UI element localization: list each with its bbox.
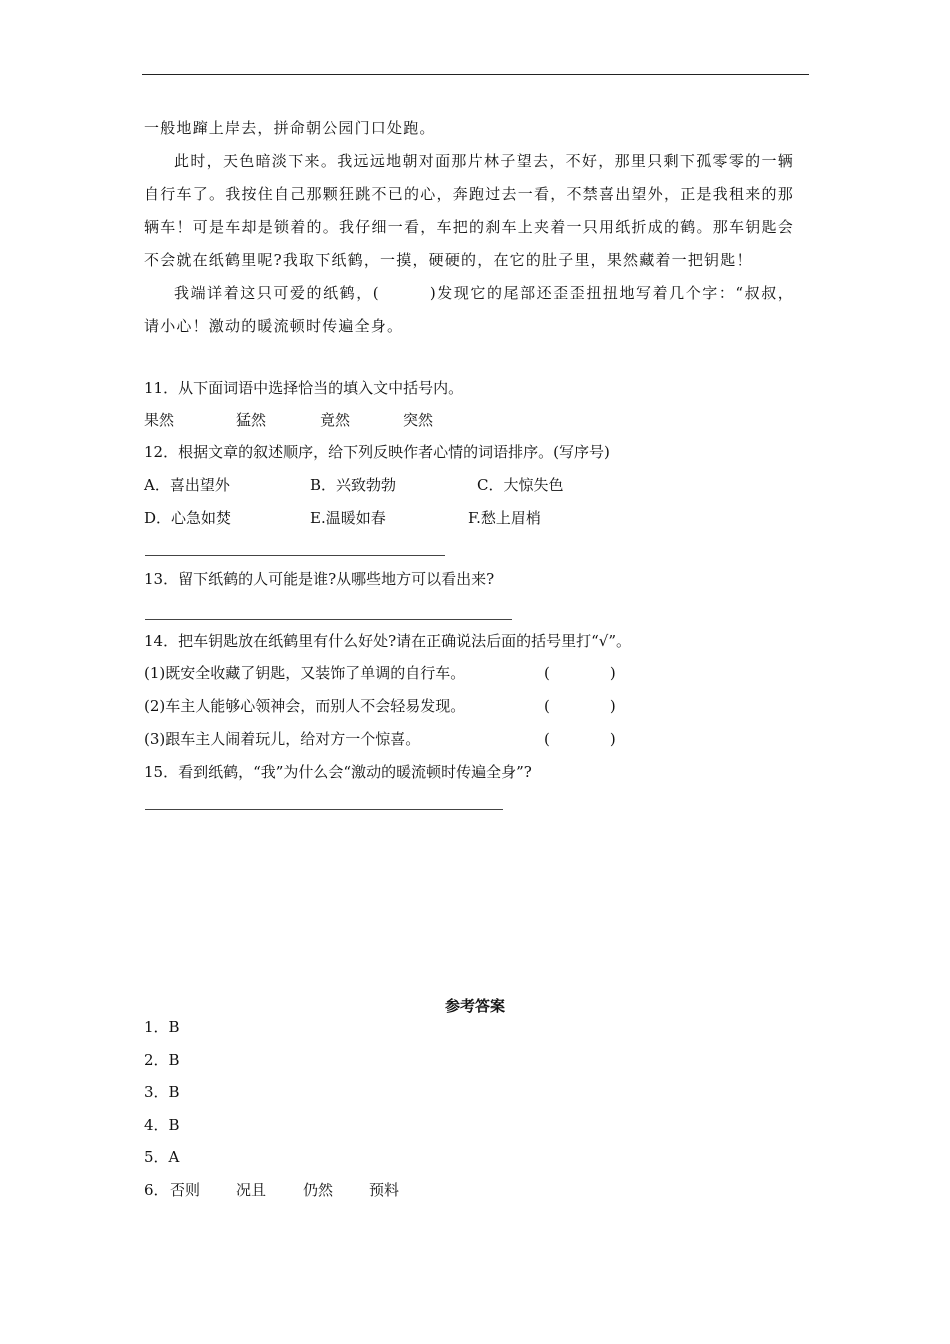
word-choice: 竟然 xyxy=(320,411,351,429)
passage-paragraph-2: 此时，天色暗淡下来。我远远地朝对面那片林子望去，不好，那里只剩下孤零零的一辆自行车了。我按住自己那颗狂跳不已的心，奔跑过去一看，不禁喜出望外，正是我租来的那辆车！可是车却是锁着的。我仔细一看，车把的刹车上夹着一只用纸折成的鹤。那车钥匙会不会就在纸鹤里呢?我取下纸鹤，一摸，硬硬的，在它的肚子里，果然藏着一把钥匙！ xyxy=(144,152,794,269)
answer-word: 否则 xyxy=(170,1181,201,1199)
answer-parentheses: ( ) xyxy=(544,697,616,715)
question-13: 13．留下纸鹤的人可能是谁?从哪些地方可以看出来? xyxy=(144,570,495,588)
q14-item-text: (3)跟车主人闹着玩儿，给对方一个惊喜。 xyxy=(144,730,421,748)
q14-item-text: (1)既安全收藏了钥匙，又装饰了单调的自行车。 xyxy=(144,664,466,682)
q13-answer-line xyxy=(145,619,512,620)
question-14: 14．把车钥匙放在纸鹤里有什么好处?请在正确说法后面的括号里打“√”。 xyxy=(144,632,632,650)
answer-word: 况且 xyxy=(236,1181,267,1199)
answer-item: 3．B xyxy=(144,1083,180,1101)
answer-item: 4．B xyxy=(144,1116,180,1134)
q15-answer-line xyxy=(145,809,503,810)
passage-paragraph-3: 我端详着这只可爱的纸鹤，( )发现它的尾部还歪歪扭扭地写着几个字：“叔叔，请小心！激动的暖流顿时传遍全身。 xyxy=(144,284,794,335)
option-d: D．心急如焚 xyxy=(144,509,232,527)
answer-item: 5．A xyxy=(144,1148,180,1166)
answer-parentheses: ( ) xyxy=(544,730,616,748)
word-choice: 果然 xyxy=(144,411,175,429)
header-rule xyxy=(142,74,809,75)
answer-word: 预料 xyxy=(369,1181,400,1199)
q14-item-text: (2)车主人能够心领神会，而别人不会轻易发现。 xyxy=(144,697,466,715)
q12-answer-line xyxy=(145,555,445,556)
answer-parentheses: ( ) xyxy=(544,664,616,682)
option-f: F.愁上眉梢 xyxy=(468,509,541,527)
answer-item-6 xyxy=(144,1179,400,1201)
answer-word: 仍然 xyxy=(303,1181,334,1199)
question-11: 11．从下面词语中选择恰当的填入文中括号内。 xyxy=(144,379,464,397)
answer-number: 6． xyxy=(144,1181,169,1199)
question-12: 12．根据文章的叙述顺序，给下列反映作者心情的词语排序。(写序号) xyxy=(144,443,610,461)
answer-item: 1．B xyxy=(144,1018,180,1036)
q14-item-2 xyxy=(144,695,616,717)
option-b: B．兴致勃勃 xyxy=(310,476,397,494)
word-choice: 猛然 xyxy=(236,411,267,429)
option-a: A．喜出望外 xyxy=(144,476,230,494)
option-c: C．大惊失色 xyxy=(477,476,564,494)
passage-paragraph-1: 一般地蹿上岸去，拼命朝公园门口处跑。 xyxy=(144,119,436,137)
reading-passage xyxy=(144,112,794,343)
q14-item-3 xyxy=(144,728,616,750)
option-e: E.温暖如春 xyxy=(310,509,386,527)
answer-key-title: 参考答案 xyxy=(444,997,505,1015)
answer-item: 2．B xyxy=(144,1051,180,1069)
word-choice: 突然 xyxy=(403,411,434,429)
question-15: 15．看到纸鹤，“我”为什么会“激动的暖流顿时传遍全身”? xyxy=(144,763,532,781)
q14-item-1 xyxy=(144,662,616,684)
